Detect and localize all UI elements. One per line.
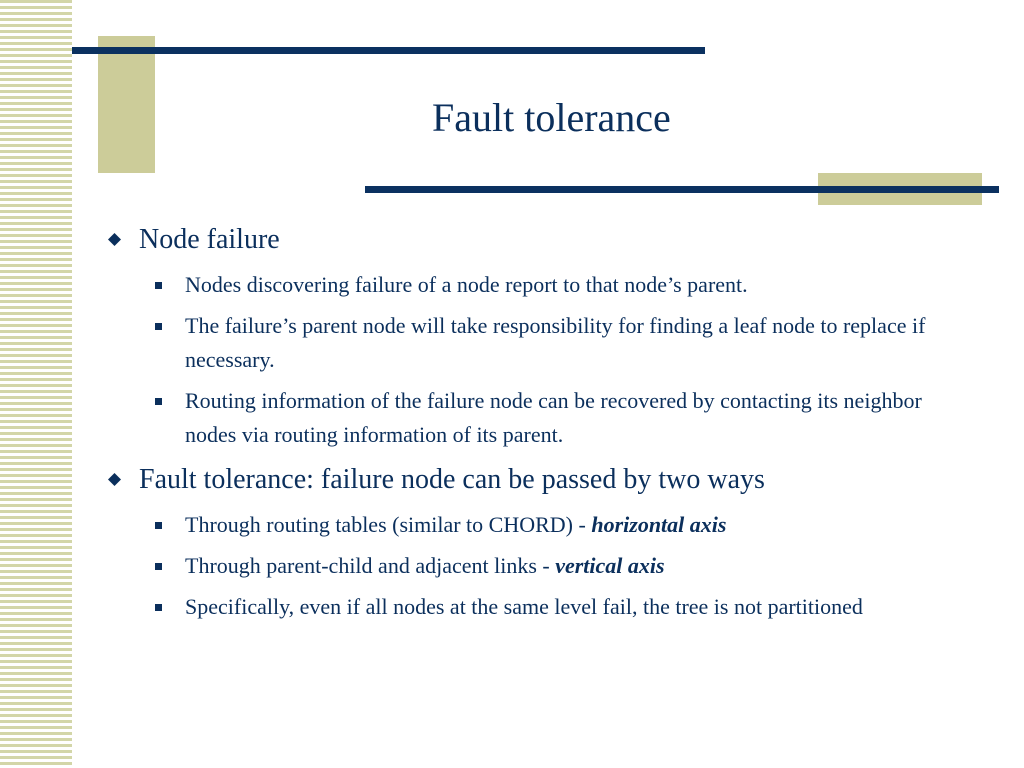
bullet-node-failure: Node failure bbox=[139, 224, 280, 255]
square-bullet-icon bbox=[155, 398, 162, 405]
sub-bullet-text: The failure’s parent node will take responsibility for finding a leaf node to replace if necessary. bbox=[185, 313, 926, 372]
square-bullet-icon bbox=[155, 604, 162, 611]
sub-bullet-text bbox=[185, 508, 955, 542]
diamond-bullet-icon bbox=[108, 233, 121, 246]
sub-bullet-plain: Through routing tables (similar to CHORD) - bbox=[185, 512, 592, 537]
sub-bullet-plain: Through parent-child and adjacent links - bbox=[185, 553, 556, 578]
sub-bullet-text: Nodes discovering failure of a node report to that node’s parent. bbox=[185, 272, 748, 297]
decorative-stripes bbox=[0, 0, 72, 768]
title-rule-top bbox=[72, 47, 705, 54]
sub-bullet-emphasis: vertical axis bbox=[555, 553, 665, 578]
square-bullet-icon bbox=[155, 282, 162, 289]
sub-bullet-text: Specifically, even if all nodes at the same level fail, the tree is not partitioned bbox=[185, 594, 863, 619]
square-bullet-icon bbox=[155, 563, 162, 570]
slide-title: Fault tolerance bbox=[432, 95, 671, 140]
sub-bullet-text bbox=[185, 549, 955, 583]
bullet-fault-tolerance: Fault tolerance: failure node can be passed by two ways bbox=[139, 464, 765, 495]
title-rule-bottom bbox=[365, 186, 999, 193]
square-bullet-icon bbox=[155, 323, 162, 330]
sub-bullet-text: Routing information of the failure node can be recovered by contacting its neighbor nodes via routing information of its parent. bbox=[185, 388, 922, 447]
diamond-bullet-icon bbox=[108, 473, 121, 486]
sub-bullet-emphasis: horizontal axis bbox=[591, 512, 727, 537]
square-bullet-icon bbox=[155, 522, 162, 529]
accent-block-left bbox=[98, 36, 155, 173]
